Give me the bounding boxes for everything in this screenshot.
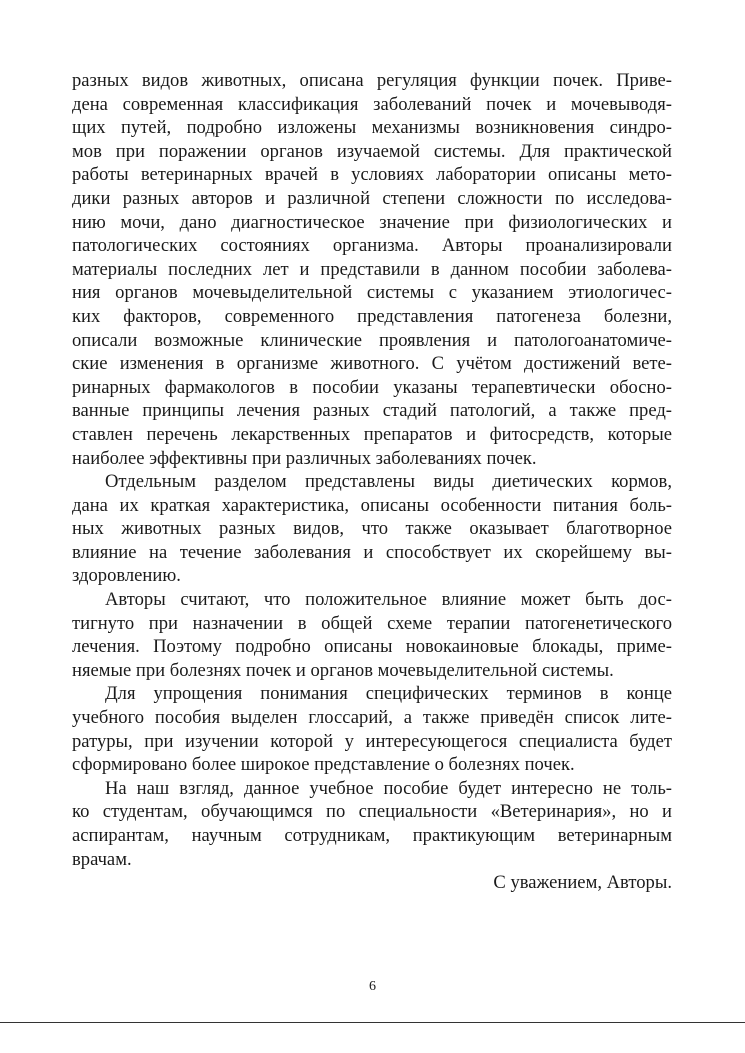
- text-line: ванные принципы лечения разных стадий патологий, а также пред-: [72, 400, 672, 422]
- footer-divider: [0, 1022, 745, 1023]
- text-line: няемые при болезнях почек и органов мочевыделительной системы.: [72, 659, 614, 681]
- text-line: дана их краткая характеристика, описаны особенности питания боль-: [72, 494, 672, 516]
- text-line: ставлен перечень лекарственных препаратов и фитосредств, которые: [72, 423, 672, 445]
- text-line: аспирантам, научным сотрудникам, практикующим ветеринарным: [72, 825, 672, 846]
- text-line: ных животных разных видов, что также оказывает благотворное: [72, 518, 672, 540]
- text-line: ния органов мочевыделительной системы с указанием этиологичес-: [72, 282, 672, 304]
- paragraph: [72, 777, 672, 871]
- text-line: влияние на течение заболевания и способствует их скорейшему вы-: [72, 541, 672, 563]
- text-line: работы ветеринарных врачей в условиях лаборатории описаны мето-: [72, 164, 672, 186]
- text-line: патологических состояниях организма. Авторы проанализировали: [72, 235, 672, 257]
- text-line: наиболее эффективны при различных заболеваниях почек.: [72, 447, 537, 469]
- text-line: здоровлению.: [72, 565, 181, 587]
- text-line: ские изменения в организме животного. С учётом достижений вете-: [72, 353, 672, 375]
- paragraph: [72, 682, 672, 776]
- text-line: врачам.: [72, 848, 132, 870]
- text-line: ратуры, при изучении которой у интересующегося специалиста будет: [72, 730, 672, 752]
- text-line: описали возможные клинические проявления и патологоанатомиче-: [72, 329, 672, 351]
- text-line: дена современная классификация заболеваний почек и мочевыводя-: [72, 93, 672, 115]
- text-line: тигнуто при назначении в общей схеме терапии патогенетического: [72, 612, 672, 634]
- text-line: нию мочи, дано диагностическое значение при физиологических и: [72, 211, 672, 233]
- page-body: [72, 69, 672, 895]
- text-line: мов при поражении органов изучаемой системы. Для практической: [72, 140, 672, 162]
- page-number: 6: [369, 979, 376, 994]
- paragraph: [72, 470, 672, 588]
- text-line: ких факторов, современного представления патогенеза болезни,: [72, 305, 672, 327]
- text-line: учебного пособия выделен глоссарий, а также приведён список лите-: [72, 707, 672, 729]
- signature: С уважением, Авторы.: [493, 872, 672, 894]
- text-line: Отдельным разделом представлены виды диетических кормов,: [105, 471, 672, 493]
- text-line: ринарных фармакологов в пособии указаны терапевтически обосно-: [72, 376, 672, 398]
- text-line: щих путей, подробно изложены механизмы возникновения синдро-: [72, 117, 672, 139]
- paragraph: [72, 588, 672, 682]
- text-line: материалы последних лет и представили в данном пособии заболева-: [72, 258, 672, 280]
- text-line: Авторы считают, что положительное влияние может быть дос-: [105, 589, 672, 611]
- text-line: Для упрощения понимания специфических терминов в конце: [105, 683, 672, 705]
- text-line: ко студентам, обучающимся по специальности «Ветеринария», но и: [72, 801, 672, 823]
- paragraph: [72, 69, 672, 470]
- text-column: [72, 69, 672, 871]
- text-line: сформировано более широкое представление о болезнях почек.: [72, 754, 575, 776]
- text-line: дики разных авторов и различной степени сложности по исследова-: [72, 187, 672, 209]
- text-line: лечения. Поэтому подробно описаны новокаиновые блокады, приме-: [72, 636, 672, 658]
- text-line: разных видов животных, описана регуляция функции почек. Приве-: [72, 70, 672, 91]
- text-line: На наш взгляд, данное учебное пособие будет интересно не толь-: [105, 777, 672, 799]
